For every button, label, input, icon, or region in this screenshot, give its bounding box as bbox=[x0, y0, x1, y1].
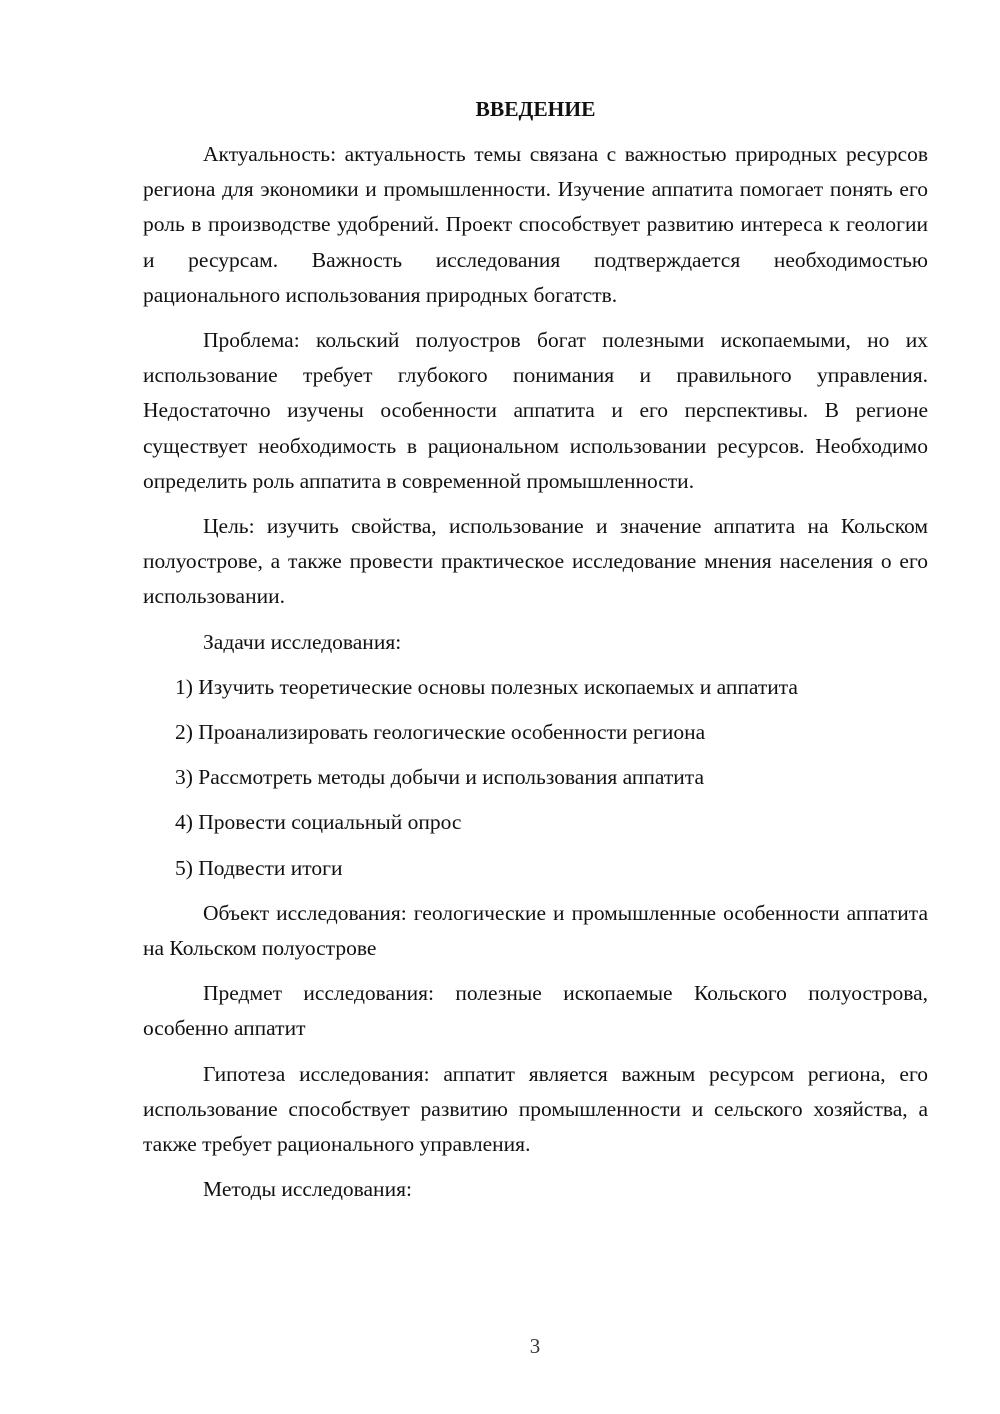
paragraph-hypothesis: Гипотеза исследования: аппатит является важным ресурсом региона, его использование способствует развитию промышленности и сельского хозяйства, а также требует рационального управления. bbox=[143, 1061, 928, 1157]
paragraph-relevance: Актуальность: актуальность темы связана с важностью природных ресурсов региона для экономики и промышленности. Изучение аппатита помогает понять его роль в производстве удобрений. Проект способствует развитию интереса к геологии и ресурсам. Важность исследования подтверждается необходимостью рационального использования природных богатств. bbox=[143, 142, 928, 307]
paragraph-methods-heading: Методы исследования: bbox=[203, 1177, 412, 1202]
page-content bbox=[143, 94, 928, 1217]
paragraph-object: Объект исследования: геологические и промышленные особенности аппатита на Кольском полуострове bbox=[143, 900, 928, 961]
task-item-3: 3) Рассмотреть методы добычи и использования аппатита bbox=[175, 765, 704, 790]
paragraph-subject: Предмет исследования: полезные ископаемые Кольского полуострова, особенно аппатит bbox=[143, 981, 928, 1041]
task-item-2: 2) Проанализировать геологические особенности региона bbox=[175, 720, 706, 745]
page-title: ВВЕДЕНИЕ bbox=[475, 97, 596, 121]
paragraph-tasks-heading: Задачи исследования: bbox=[203, 629, 402, 654]
paragraph-goal: Цель: изучить свойства, использование и значение аппатита на Кольском полуострове, а также провести практическое исследование мнения населения о его использовании. bbox=[143, 514, 928, 609]
paragraph-problem: Проблема: кольский полуостров богат полезными ископаемыми, но их использование требует глубокого понимания и правильного управления. Недостаточно изучены особенности аппатита и его перспективы. В регионе существует необходимость в рациональном использовании ресурсов. Необходимо определить роль аппатита в современной промышленности. bbox=[143, 328, 928, 493]
page-number: 3 bbox=[529, 1334, 541, 1358]
task-item-5: 5) Подвести итоги bbox=[175, 855, 343, 880]
task-item-1: 1) Изучить теоретические основы полезных ископаемых и аппатита bbox=[175, 674, 798, 699]
task-list bbox=[143, 670, 928, 886]
task-item-4: 4) Провести социальный опрос bbox=[175, 810, 462, 835]
